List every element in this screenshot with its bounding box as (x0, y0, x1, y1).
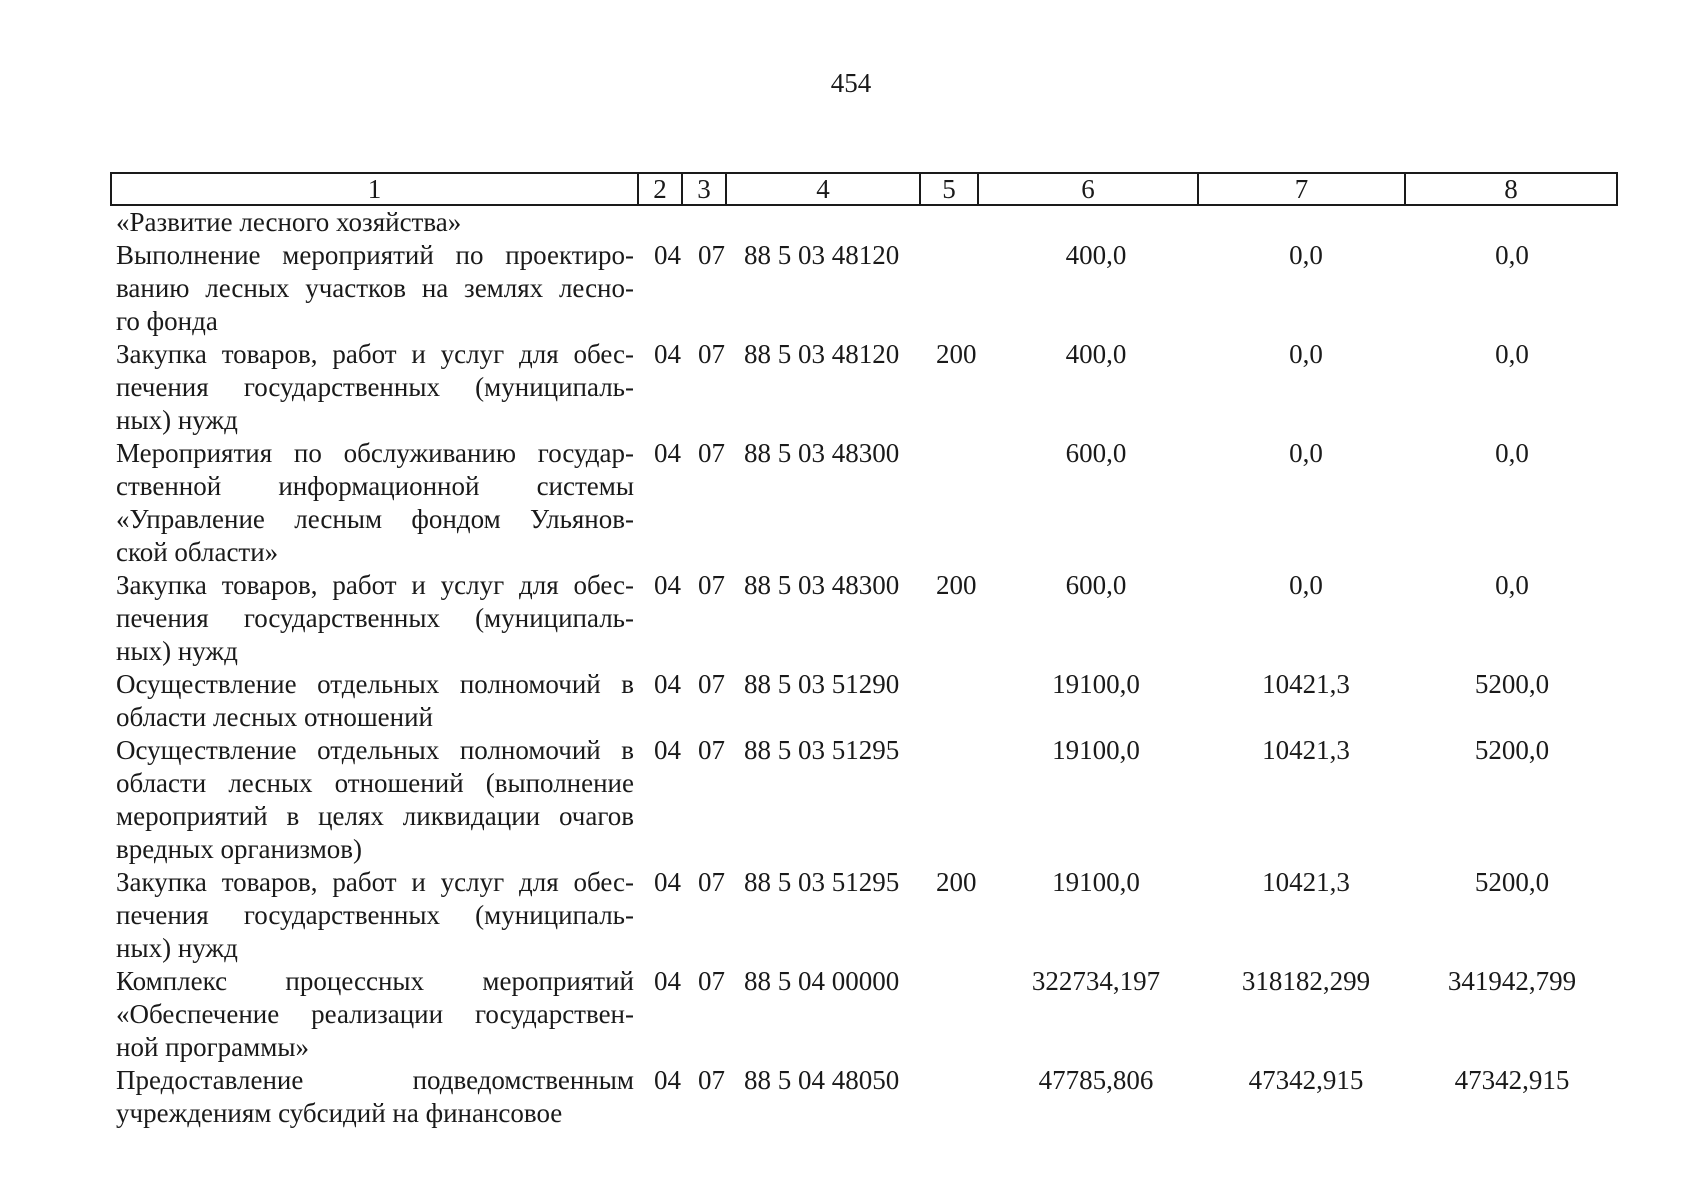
table-row (116, 338, 1616, 437)
cell-column-5: 200 (936, 570, 977, 600)
table-row (116, 1064, 1616, 1130)
row-name-line: Осуществление отдельных полномочий в (116, 669, 634, 699)
row-name-line: вредных организмов) (116, 834, 363, 864)
cell-column-4: 88 5 03 48120 (744, 339, 900, 369)
cell-column-7: 10421,3 (1262, 735, 1350, 765)
cell-column-8: 0,0 (1495, 438, 1529, 468)
row-name-line: «Управление лесным фондом Ульянов- (116, 504, 634, 534)
cell-column-2: 04 (654, 867, 681, 897)
cell-column-3: 07 (698, 867, 725, 897)
cell-column-8: 5200,0 (1474, 669, 1550, 699)
row-name-line: Выполнение мероприятий по проектиро- (116, 240, 634, 270)
cell-column-2: 04 (654, 570, 681, 600)
cell-column-3: 07 (698, 966, 725, 996)
cell-column-6: 19100,0 (1052, 669, 1140, 699)
cell-column-6: 600,0 (1065, 438, 1127, 468)
cell-column-6: 400,0 (1065, 339, 1127, 369)
cell-column-4: 88 5 03 48120 (744, 240, 900, 270)
cell-column-4: 88 5 03 51295 (744, 867, 900, 897)
cell-column-2: 04 (654, 438, 681, 468)
cell-column-3: 07 (698, 1065, 725, 1095)
cell-column-2: 04 (654, 339, 681, 369)
cell-column-4: 88 5 03 51295 (744, 735, 900, 765)
column-header-2: 2 (638, 173, 682, 205)
cell-column-3: 07 (698, 735, 725, 765)
cell-column-7: 0,0 (1289, 339, 1323, 369)
column-header-table (110, 172, 1618, 206)
row-name-line: печения государственных (муниципаль- (116, 372, 634, 402)
row-name (116, 1064, 634, 1130)
cell-column-4: 88 5 03 48300 (744, 438, 900, 468)
cell-column-7: 0,0 (1289, 570, 1323, 600)
column-header-1: 1 (111, 173, 638, 205)
cell-column-6: 322734,197 (1031, 966, 1161, 996)
table-body (116, 206, 1616, 1130)
cell-column-4: 88 5 03 48300 (744, 570, 900, 600)
row-name-line: Закупка товаров, работ и услуг для обес- (116, 570, 634, 600)
row-name-line: «Обеспечение реализации государствен- (116, 999, 634, 1029)
cell-column-6: 19100,0 (1052, 735, 1140, 765)
row-name-line: печения государственных (муниципаль- (116, 900, 634, 930)
row-name-line: печения государственных (муниципаль- (116, 603, 634, 633)
cell-column-2: 04 (654, 240, 681, 270)
row-name (116, 239, 634, 338)
row-name (116, 437, 634, 569)
cell-column-7: 10421,3 (1262, 669, 1350, 699)
cell-column-3: 07 (698, 339, 725, 369)
row-name (116, 668, 634, 734)
cell-column-2: 04 (654, 1065, 681, 1095)
column-header-6: 6 (978, 173, 1198, 205)
cell-column-3: 07 (698, 669, 725, 699)
cell-column-8: 0,0 (1495, 339, 1529, 369)
row-name-line: учреждениям субсидий на финансовое (116, 1098, 563, 1128)
cell-column-4: 88 5 03 51290 (744, 669, 900, 699)
row-name-line: ванию лесных участков на землях лесно- (116, 273, 634, 303)
column-header-8: 8 (1405, 173, 1617, 205)
cell-column-6: 400,0 (1065, 240, 1127, 270)
column-header-3: 3 (682, 173, 726, 205)
row-name-line: «Развитие лесного хозяйства» (116, 207, 462, 237)
row-name-line: области лесных отношений (выполнение (116, 768, 634, 798)
column-header-4: 4 (726, 173, 920, 205)
cell-column-7: 0,0 (1289, 438, 1323, 468)
row-name-line: ской области» (116, 537, 279, 567)
cell-column-4: 88 5 04 48050 (744, 1065, 900, 1095)
row-name-line: ных) нужд (116, 636, 238, 666)
cell-column-4: 88 5 04 00000 (744, 966, 900, 996)
row-name-line: ных) нужд (116, 933, 238, 963)
row-name-line: Предоставление подведомственным (116, 1065, 634, 1095)
row-name-line: ных) нужд (116, 405, 238, 435)
row-name-line: области лесных отношений (116, 702, 433, 732)
page-number: 454 (830, 68, 872, 98)
cell-column-6: 600,0 (1065, 570, 1127, 600)
row-name-line: ственной информационной системы (116, 471, 634, 501)
cell-column-5: 200 (936, 339, 977, 369)
row-name-line: ной программы» (116, 1032, 309, 1062)
cell-column-3: 07 (698, 240, 725, 270)
table-row (116, 668, 1616, 734)
cell-column-8: 0,0 (1495, 570, 1529, 600)
table-row (116, 239, 1616, 338)
table-row (116, 437, 1616, 569)
row-name (116, 734, 634, 866)
cell-column-2: 04 (654, 669, 681, 699)
row-name (116, 965, 634, 1064)
row-name (116, 338, 634, 437)
table-row (116, 734, 1616, 866)
column-header-7: 7 (1198, 173, 1405, 205)
row-name-line: Комплекс процессных мероприятий (116, 966, 634, 996)
cell-column-7: 0,0 (1289, 240, 1323, 270)
row-name-line: Мероприятия по обслуживанию государ- (116, 438, 634, 468)
cell-column-7: 318182,299 (1241, 966, 1371, 996)
row-name-line: Закупка товаров, работ и услуг для обес- (116, 867, 634, 897)
row-name (116, 569, 634, 668)
cell-column-6: 19100,0 (1052, 867, 1140, 897)
table-row (116, 569, 1616, 668)
cell-column-2: 04 (654, 735, 681, 765)
cell-column-3: 07 (698, 438, 725, 468)
cell-column-7: 10421,3 (1262, 867, 1350, 897)
cell-column-8: 341942,799 (1447, 966, 1577, 996)
cell-column-8: 0,0 (1495, 240, 1529, 270)
cell-column-8: 5200,0 (1474, 867, 1550, 897)
row-name-line: го фонда (116, 306, 218, 336)
table-row (116, 206, 1616, 239)
cell-column-6: 47785,806 (1038, 1065, 1154, 1095)
cell-column-5: 200 (936, 867, 977, 897)
row-name-line: Закупка товаров, работ и услуг для обес- (116, 339, 634, 369)
cell-column-8: 5200,0 (1474, 735, 1550, 765)
table-row (116, 866, 1616, 965)
cell-column-2: 04 (654, 966, 681, 996)
row-name-line: Осуществление отдельных полномочий в (116, 735, 634, 765)
column-header-5: 5 (920, 173, 978, 205)
row-name (116, 866, 634, 965)
table-row (116, 965, 1616, 1064)
cell-column-3: 07 (698, 570, 725, 600)
row-name (116, 206, 634, 239)
row-name-line: мероприятий в целях ликвидации очагов (116, 801, 634, 831)
cell-column-7: 47342,915 (1248, 1065, 1364, 1095)
column-header-row (111, 173, 1617, 205)
cell-column-8: 47342,915 (1454, 1065, 1570, 1095)
